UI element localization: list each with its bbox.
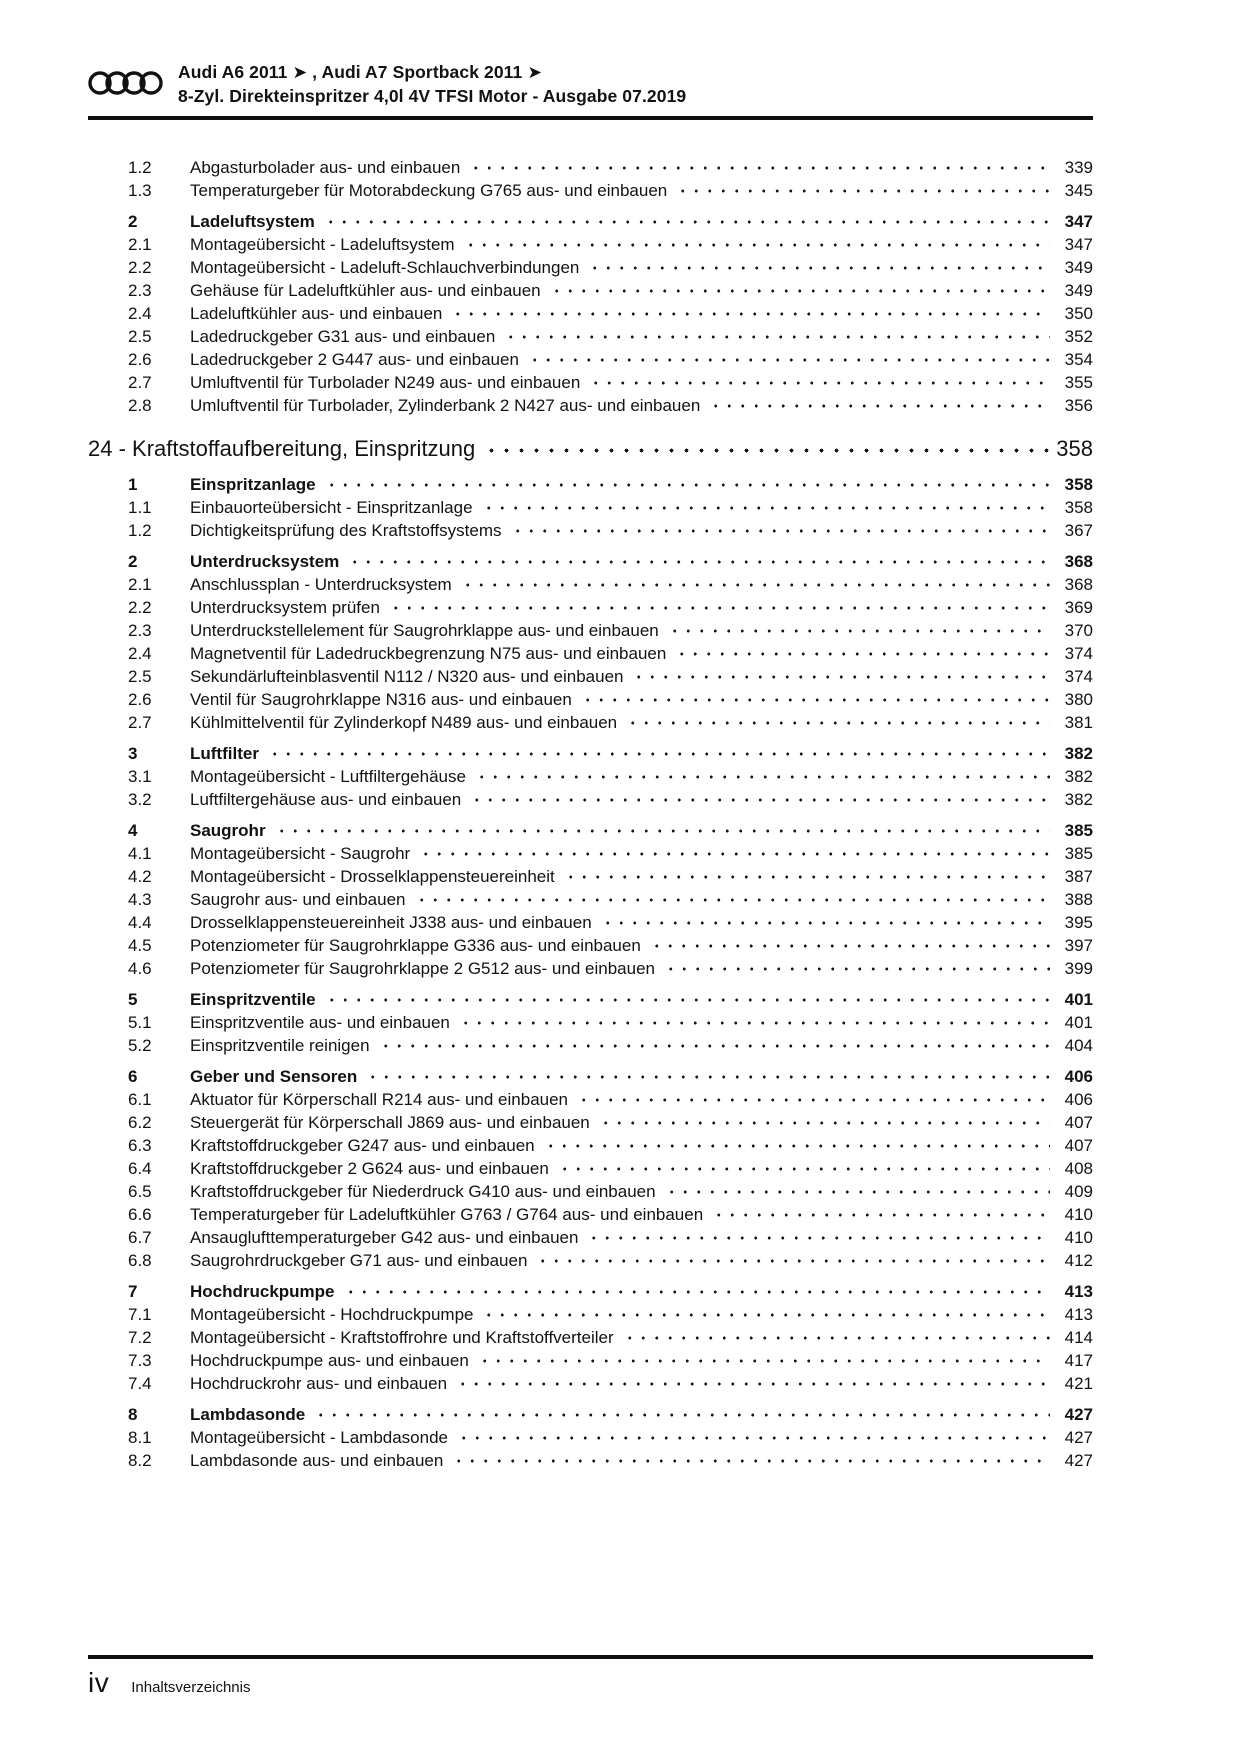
toc-entry-row xyxy=(88,1303,1093,1326)
dot-leader xyxy=(468,788,1050,811)
toc-entry-number: 6.8 xyxy=(128,1251,152,1270)
toc-page-number: 385 xyxy=(1064,844,1093,863)
toc-entry-title: Umluftventil für Turbolader, Zylinderbank 2 N427 aus- und einbauen xyxy=(190,396,701,415)
header-divider xyxy=(88,116,1093,120)
dot-leader xyxy=(648,934,1050,957)
toc-entry-number: 1 xyxy=(128,475,138,494)
toc-page-number: 407 xyxy=(1064,1136,1093,1155)
page-header xyxy=(88,0,1093,109)
toc-entry-title: Montageübersicht - Kraftstoffrohre und Kraftstoffverteiler xyxy=(190,1328,614,1347)
toc-entry-number: 2.2 xyxy=(128,258,152,277)
toc-entry-number: 6 xyxy=(128,1067,138,1086)
toc-entry-row xyxy=(88,788,1093,811)
toc-page-number: 397 xyxy=(1064,936,1093,955)
dot-leader xyxy=(599,911,1050,934)
toc-entry-title: Gehäuse für Ladeluftkühler aus- und einbauen xyxy=(190,281,541,300)
dot-leader xyxy=(556,1157,1050,1180)
dot-leader xyxy=(480,1303,1050,1326)
toc-page-number: 409 xyxy=(1064,1182,1093,1201)
toc-entry-title: Umluftventil für Turbolader N249 aus- und einbauen xyxy=(190,373,581,392)
toc-page-number: 395 xyxy=(1064,913,1093,932)
toc-page-number: 358 xyxy=(1056,436,1093,461)
toc-entry-title: Lambdasonde aus- und einbauen xyxy=(190,1451,444,1470)
toc-entry-title: Kühlmittelventil für Zylinderkopf N489 aus- und einbauen xyxy=(190,713,618,732)
toc-entry-number: 5 xyxy=(128,990,138,1009)
toc-chapter-row xyxy=(88,434,1093,464)
dot-leader xyxy=(450,1449,1050,1472)
toc-entry-title: Temperaturgeber für Ladeluftkühler G763 / G764 aus- und einbauen xyxy=(190,1205,704,1224)
table-of-contents xyxy=(88,156,1093,1472)
dot-leader xyxy=(312,1403,1050,1426)
toc-entry-row xyxy=(88,1203,1093,1226)
toc-entry-title: Ladedruckgeber G31 aus- und einbauen xyxy=(190,327,496,346)
toc-entry-row xyxy=(88,1134,1093,1157)
toc-entry-row xyxy=(88,665,1093,688)
toc-entry-row xyxy=(88,325,1093,348)
dot-leader xyxy=(542,1134,1050,1157)
toc-page-number: 368 xyxy=(1064,575,1093,594)
toc-page-number: 388 xyxy=(1064,890,1093,909)
toc-page-number: 347 xyxy=(1064,212,1093,231)
dot-leader xyxy=(673,642,1050,665)
toc-entry-row xyxy=(88,1326,1093,1349)
dot-leader xyxy=(364,1065,1050,1088)
toc-entry-row xyxy=(88,179,1093,202)
toc-page-number: 427 xyxy=(1064,1428,1093,1447)
toc-page-number: 385 xyxy=(1064,821,1093,840)
toc-page-number: 356 xyxy=(1064,396,1093,415)
dot-leader xyxy=(624,711,1050,734)
toc-entry-number: 6.7 xyxy=(128,1228,152,1247)
toc-entry-row xyxy=(88,957,1093,980)
toc-entry-row xyxy=(88,842,1093,865)
toc-entry-number: 6.1 xyxy=(128,1090,152,1109)
toc-entry-row xyxy=(88,279,1093,302)
toc-entry-number: 3 xyxy=(128,744,138,763)
toc-page-number: 406 xyxy=(1064,1090,1093,1109)
toc-entry-number: 4.3 xyxy=(128,890,152,909)
dot-leader xyxy=(323,473,1050,496)
toc-entry-number: 2 xyxy=(128,212,138,231)
toc-entry-number: 2 xyxy=(128,552,138,571)
toc-page-number: 358 xyxy=(1064,475,1093,494)
toc-entry-title: Einspritzventile aus- und einbauen xyxy=(190,1013,450,1032)
toc-entry-row xyxy=(88,1180,1093,1203)
toc-page-number: 347 xyxy=(1064,235,1093,254)
toc-section-row xyxy=(88,988,1093,1011)
toc-entry-row xyxy=(88,1372,1093,1395)
toc-entry-row xyxy=(88,496,1093,519)
toc-page-number: 406 xyxy=(1064,1067,1093,1086)
footer-section-label: Inhaltsverzeichnis xyxy=(131,1679,251,1696)
toc-entry-title: Montageübersicht - Lambdasonde xyxy=(190,1428,448,1447)
toc-page-number: 369 xyxy=(1064,598,1093,617)
dot-leader xyxy=(710,1203,1050,1226)
toc-page-number: 427 xyxy=(1064,1405,1093,1424)
toc-section-row xyxy=(88,819,1093,842)
toc-entry-title: Sekundärlufteinblasventil N112 / N320 aus- und einbauen xyxy=(190,667,624,686)
toc-entry-number: 2.1 xyxy=(128,235,152,254)
dot-leader xyxy=(509,519,1051,542)
toc-entry-row xyxy=(88,911,1093,934)
toc-entry-number: 8.1 xyxy=(128,1428,152,1447)
dot-leader xyxy=(666,619,1050,642)
toc-entry-title: Unterdrucksystem xyxy=(190,552,340,571)
toc-entry-number: 2.1 xyxy=(128,575,152,594)
dot-leader xyxy=(266,742,1050,765)
dot-leader xyxy=(534,1249,1050,1272)
audi-rings-icon xyxy=(88,62,164,109)
header-engine-line: 8-Zyl. Direkteinspritzer 4,0l 4V TFSI Motor - Ausgabe 07.2019 xyxy=(178,86,687,106)
toc-page-number: 352 xyxy=(1064,327,1093,346)
toc-page-number: 350 xyxy=(1064,304,1093,323)
toc-page-number: 414 xyxy=(1064,1328,1093,1347)
toc-entry-row xyxy=(88,619,1093,642)
toc-entry-title: Unterdruckstellelement für Saugrohrklappe aus- und einbauen xyxy=(190,621,659,640)
toc-entry-row xyxy=(88,934,1093,957)
toc-entry-row xyxy=(88,1349,1093,1372)
toc-page-number: 413 xyxy=(1064,1305,1093,1324)
header-text-block xyxy=(178,60,1093,108)
toc-page-number: 427 xyxy=(1064,1451,1093,1470)
toc-entry-title: Saugrohr xyxy=(190,821,266,840)
toc-entry-title: Luftfilter xyxy=(190,744,259,763)
dot-leader xyxy=(322,210,1050,233)
toc-section-row xyxy=(88,473,1093,496)
toc-entry-number: 7.1 xyxy=(128,1305,152,1324)
toc-entry-row xyxy=(88,1157,1093,1180)
toc-entry-number: 7 xyxy=(128,1282,138,1301)
toc-section-row xyxy=(88,1280,1093,1303)
toc-entry-title: Anschlussplan - Unterdrucksystem xyxy=(190,575,452,594)
toc-page-number: 410 xyxy=(1064,1205,1093,1224)
toc-chapter-title: 24 - Kraftstoffaufbereitung, Einspritzung xyxy=(88,436,476,461)
toc-entry-number: 6.2 xyxy=(128,1113,152,1132)
toc-entry-row xyxy=(88,519,1093,542)
toc-entry-number: 2.6 xyxy=(128,350,152,369)
toc-entry-number: 2.3 xyxy=(128,621,152,640)
toc-entry-number: 2.8 xyxy=(128,396,152,415)
toc-entry-number: 2.4 xyxy=(128,304,152,323)
dot-leader xyxy=(273,819,1050,842)
toc-entry-title: Unterdrucksystem prüfen xyxy=(190,598,380,617)
toc-entry-number: 7.2 xyxy=(128,1328,152,1347)
dot-leader xyxy=(457,1011,1050,1034)
toc-entry-row xyxy=(88,765,1093,788)
dot-leader xyxy=(413,888,1051,911)
toc-entry-row xyxy=(88,348,1093,371)
toc-entry-row xyxy=(88,1034,1093,1057)
toc-section-row xyxy=(88,1403,1093,1426)
toc-entry-number: 8.2 xyxy=(128,1451,152,1470)
dot-leader xyxy=(476,1349,1050,1372)
toc-entry-number: 2.7 xyxy=(128,713,152,732)
toc-section-row xyxy=(88,550,1093,573)
toc-entry-title: Drosselklappensteuereinheit J338 aus- und einbauen xyxy=(190,913,592,932)
toc-entry-number: 2.5 xyxy=(128,327,152,346)
toc-entry-title: Montageübersicht - Ladeluft-Schlauchverbindungen xyxy=(190,258,580,277)
toc-entry-title: Einspritzanlage xyxy=(190,475,316,494)
toc-entry-title: Lambdasonde xyxy=(190,1405,306,1424)
toc-entry-row xyxy=(88,371,1093,394)
toc-entry-title: Abgasturbolader aus- und einbauen xyxy=(190,158,461,177)
toc-entry-title: Steuergerät für Körperschall J869 aus- und einbauen xyxy=(190,1113,590,1132)
dot-leader xyxy=(621,1326,1050,1349)
toc-entry-number: 4.1 xyxy=(128,844,152,863)
toc-entry-title: Kraftstoffdruckgeber für Niederdruck G410 aus- und einbauen xyxy=(190,1182,656,1201)
header-model-line: Audi A6 2011 ➤ , Audi A7 Sportback 2011 ➤ xyxy=(178,62,543,82)
dot-leader xyxy=(480,496,1050,519)
dot-leader xyxy=(387,596,1050,619)
toc-entry-title: Ventil für Saugrohrklappe N316 aus- und einbauen xyxy=(190,690,572,709)
toc-entry-row xyxy=(88,642,1093,665)
dot-leader xyxy=(454,1372,1050,1395)
toc-entry-number: 6.4 xyxy=(128,1159,152,1178)
toc-entry-row xyxy=(88,256,1093,279)
toc-page-number: 380 xyxy=(1064,690,1093,709)
toc-page-number: 345 xyxy=(1064,181,1093,200)
toc-page-number: 399 xyxy=(1064,959,1093,978)
page-content xyxy=(88,0,1093,1472)
dot-leader xyxy=(548,279,1050,302)
toc-entry-number: 2.2 xyxy=(128,598,152,617)
toc-entry-row xyxy=(88,394,1093,417)
toc-page-number: 374 xyxy=(1064,667,1093,686)
dot-leader xyxy=(346,550,1050,573)
toc-entry-number: 6.5 xyxy=(128,1182,152,1201)
toc-page-number: 374 xyxy=(1064,644,1093,663)
toc-entry-title: Aktuator für Körperschall R214 aus- und einbauen xyxy=(190,1090,569,1109)
toc-entry-number: 2.3 xyxy=(128,281,152,300)
toc-entry-number: 5.1 xyxy=(128,1013,152,1032)
toc-entry-title: Montageübersicht - Saugrohr xyxy=(190,844,411,863)
dot-leader xyxy=(482,434,1049,464)
toc-entry-number: 8 xyxy=(128,1405,138,1424)
toc-entry-row xyxy=(88,888,1093,911)
toc-page-number: 354 xyxy=(1064,350,1093,369)
toc-entry-title: Ansauglufttemperaturgeber G42 aus- und einbauen xyxy=(190,1228,579,1247)
toc-page-number: 339 xyxy=(1064,158,1093,177)
toc-page-number: 358 xyxy=(1064,498,1093,517)
toc-entry-title: Saugrohrdruckgeber G71 aus- und einbauen xyxy=(190,1251,528,1270)
dot-leader xyxy=(526,348,1050,371)
toc-entry-title: Montageübersicht - Drosselklappensteuereinheit xyxy=(190,867,555,886)
dot-leader xyxy=(630,665,1050,688)
toc-entry-row xyxy=(88,302,1093,325)
toc-entry-title: Magnetventil für Ladedruckbegrenzung N75 aus- und einbauen xyxy=(190,644,667,663)
toc-entry-row xyxy=(88,1011,1093,1034)
toc-entry-row xyxy=(88,596,1093,619)
dot-leader xyxy=(575,1088,1050,1111)
toc-entry-title: Saugrohr aus- und einbauen xyxy=(190,890,406,909)
toc-page-number: 407 xyxy=(1064,1113,1093,1132)
toc-page-number: 404 xyxy=(1064,1036,1093,1055)
toc-entry-number: 1.2 xyxy=(128,521,152,540)
dot-leader xyxy=(462,233,1050,256)
dot-leader xyxy=(674,179,1050,202)
toc-entry-title: Kraftstoffdruckgeber 2 G624 aus- und einbauen xyxy=(190,1159,549,1178)
toc-entry-row xyxy=(88,1426,1093,1449)
toc-entry-title: Ladeluftsystem xyxy=(190,212,315,231)
dot-leader xyxy=(663,1180,1050,1203)
toc-entry-title: Potenziometer für Saugrohrklappe G336 aus- und einbauen xyxy=(190,936,641,955)
toc-entry-title: Luftfiltergehäuse aus- und einbauen xyxy=(190,790,462,809)
toc-entry-number: 4 xyxy=(128,821,138,840)
toc-entry-row xyxy=(88,688,1093,711)
dot-leader xyxy=(467,156,1050,179)
dot-leader xyxy=(473,765,1050,788)
toc-page-number: 417 xyxy=(1064,1351,1093,1370)
dot-leader xyxy=(342,1280,1050,1303)
toc-entry-title: Hochdruckrohr aus- und einbauen xyxy=(190,1374,448,1393)
toc-entry-title: Kraftstoffdruckgeber G247 aus- und einbauen xyxy=(190,1136,535,1155)
toc-page-number: 368 xyxy=(1064,552,1093,571)
toc-page-number: 412 xyxy=(1064,1251,1093,1270)
toc-entry-row xyxy=(88,865,1093,888)
toc-entry-number: 3.2 xyxy=(128,790,152,809)
dot-leader xyxy=(662,957,1050,980)
dot-leader xyxy=(587,371,1050,394)
toc-section-row xyxy=(88,1065,1093,1088)
toc-section-row xyxy=(88,742,1093,765)
toc-entry-title: Montageübersicht - Hochdruckpumpe xyxy=(190,1305,474,1324)
toc-page-number: 349 xyxy=(1064,281,1093,300)
toc-entry-title: Ladedruckgeber 2 G447 aus- und einbauen xyxy=(190,350,519,369)
dot-leader xyxy=(502,325,1050,348)
toc-entry-row xyxy=(88,233,1093,256)
toc-entry-title: Montageübersicht - Luftfiltergehäuse xyxy=(190,767,466,786)
toc-page-number: 349 xyxy=(1064,258,1093,277)
toc-entry-number: 2.7 xyxy=(128,373,152,392)
toc-page-number: 381 xyxy=(1064,713,1093,732)
toc-entry-row xyxy=(88,711,1093,734)
toc-page-number: 355 xyxy=(1064,373,1093,392)
page-footer xyxy=(88,1655,1093,1698)
toc-entry-number: 7.3 xyxy=(128,1351,152,1370)
toc-entry-number: 4.2 xyxy=(128,867,152,886)
dot-leader xyxy=(377,1034,1050,1057)
dot-leader xyxy=(459,573,1050,596)
dot-leader xyxy=(586,256,1050,279)
toc-entry-number: 1.3 xyxy=(128,181,152,200)
toc-entry-number: 2.4 xyxy=(128,644,152,663)
toc-page-number: 382 xyxy=(1064,767,1093,786)
toc-entry-title: Einspritzventile xyxy=(190,990,316,1009)
toc-entry-number: 7.4 xyxy=(128,1374,152,1393)
footer-divider xyxy=(88,1655,1093,1659)
dot-leader xyxy=(707,394,1050,417)
toc-page-number: 413 xyxy=(1064,1282,1093,1301)
dot-leader xyxy=(562,865,1050,888)
toc-page-number: 382 xyxy=(1064,790,1093,809)
toc-entry-title: Temperaturgeber für Motorabdeckung G765 aus- und einbauen xyxy=(190,181,668,200)
toc-entry-title: Dichtigkeitsprüfung des Kraftstoffsystems xyxy=(190,521,502,540)
toc-page-number: 370 xyxy=(1064,621,1093,640)
toc-entry-number: 5.2 xyxy=(128,1036,152,1055)
toc-page-number: 401 xyxy=(1064,990,1093,1009)
toc-page-number: 421 xyxy=(1064,1374,1093,1393)
toc-entry-row xyxy=(88,573,1093,596)
toc-page-number: 408 xyxy=(1064,1159,1093,1178)
toc-entry-number: 3.1 xyxy=(128,767,152,786)
dot-leader xyxy=(585,1226,1050,1249)
dot-leader xyxy=(455,1426,1050,1449)
toc-page-number: 410 xyxy=(1064,1228,1093,1247)
toc-entry-title: Einbauorteübersicht - Einspritzanlage xyxy=(190,498,473,517)
page-number-roman: iv xyxy=(88,1667,110,1698)
toc-entry-number: 2.6 xyxy=(128,690,152,709)
toc-entry-number: 4.5 xyxy=(128,936,152,955)
dot-leader xyxy=(449,302,1050,325)
toc-entry-number: 4.4 xyxy=(128,913,152,932)
toc-entry-title: Potenziometer für Saugrohrklappe 2 G512 aus- und einbauen xyxy=(190,959,655,978)
toc-entry-title: Einspritzventile reinigen xyxy=(190,1036,370,1055)
toc-entry-title: Geber und Sensoren xyxy=(190,1067,358,1086)
toc-entry-row xyxy=(88,1226,1093,1249)
toc-entry-title: Hochdruckpumpe xyxy=(190,1282,335,1301)
toc-entry-row xyxy=(88,1249,1093,1272)
toc-entry-title: Hochdruckpumpe aus- und einbauen xyxy=(190,1351,469,1370)
toc-page-number: 367 xyxy=(1064,521,1093,540)
toc-page-number: 401 xyxy=(1064,1013,1093,1032)
dot-leader xyxy=(323,988,1050,1011)
toc-entry-row xyxy=(88,1449,1093,1472)
toc-entry-number: 6.6 xyxy=(128,1205,152,1224)
toc-entry-number: 4.6 xyxy=(128,959,152,978)
toc-entry-number: 2.5 xyxy=(128,667,152,686)
toc-page-number: 382 xyxy=(1064,744,1093,763)
footer-line xyxy=(88,1668,1093,1698)
toc-entry-number: 6.3 xyxy=(128,1136,152,1155)
toc-entry-title: Ladeluftkühler aus- und einbauen xyxy=(190,304,443,323)
toc-entry-title: Montageübersicht - Ladeluftsystem xyxy=(190,235,455,254)
toc-entry-number: 1.1 xyxy=(128,498,152,517)
dot-leader xyxy=(579,688,1050,711)
toc-section-row xyxy=(88,210,1093,233)
toc-page-number: 387 xyxy=(1064,867,1093,886)
toc-entry-row xyxy=(88,156,1093,179)
dot-leader xyxy=(597,1111,1050,1134)
toc-entry-row xyxy=(88,1088,1093,1111)
dot-leader xyxy=(417,842,1050,865)
toc-entry-row xyxy=(88,1111,1093,1134)
toc-entry-number: 1.2 xyxy=(128,158,152,177)
